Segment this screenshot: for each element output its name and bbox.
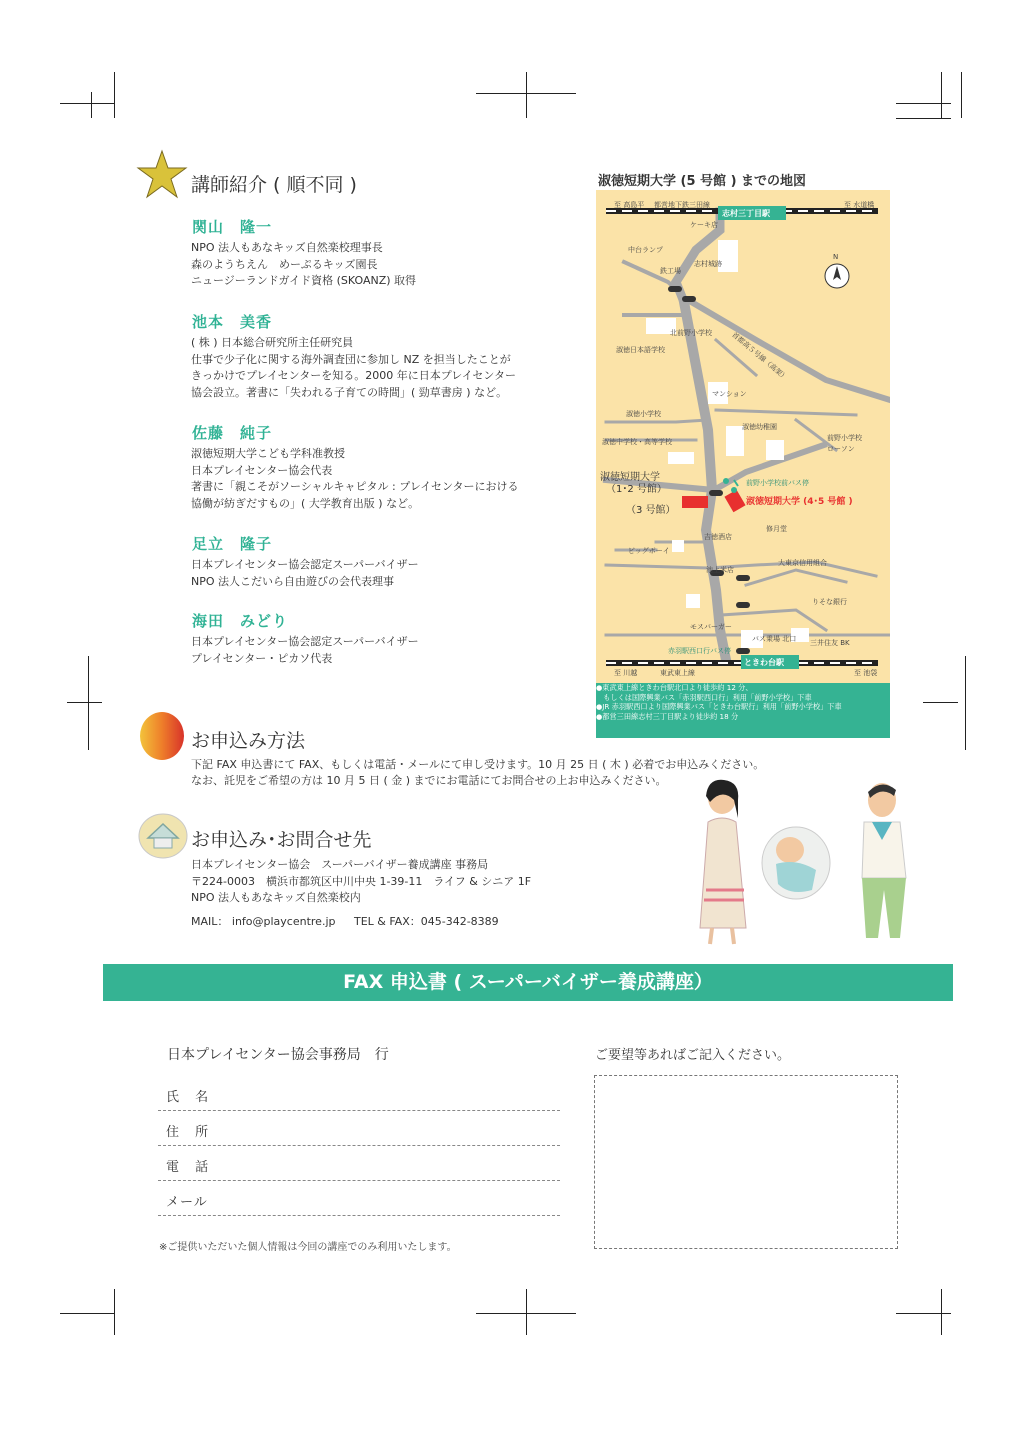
- lecturer-name: 関山 隆一: [192, 218, 273, 236]
- contact-mail[interactable]: MAIL： info@playcentre.jp: [191, 915, 336, 928]
- address-field[interactable]: [158, 1111, 560, 1146]
- family-illustration: [686, 778, 936, 950]
- map-title: 淑徳短期大学 (5 号館 ) までの地図: [598, 174, 807, 189]
- lecturers-section-title: 講師紹介 ( 順不同 ): [191, 174, 357, 196]
- contact-section-title: お申込み･お問合せ先: [191, 829, 372, 851]
- lecturer-name: 足立 隆子: [192, 535, 273, 553]
- remarks-label: ご要望等あればご記入ください。: [595, 1048, 791, 1063]
- lecturer-bio: 日本プレイセンター協会認定スーパーバイザー NPO 法人こだいら自由遊びの会代表理事: [191, 558, 419, 588]
- map-access-notes: ●東武東上線ときわ台駅北口より徒歩約 12 分、 もしくは国際興業バス「赤羽駅西口行」利用「前野小学校」下車 ●JR 赤羽駅西口より国際興業バス「ときわ台駅行」利用「前野小学校」下車 ●都営三田線志村三丁目駅より徒歩約 18 分: [596, 683, 842, 721]
- email-field-label: メール: [166, 1195, 208, 1210]
- lecturer-bio: 淑徳短期大学こども学科准教授 日本プレイセンター協会代表 著書に「親こそがソーシャルキャピタル : プレイセンターにおける 協働が紡ぎだすもの」( 大学教育出版 ) など。: [191, 447, 519, 510]
- lecturer-bio: NPO 法人もあなキッズ自然楽校理事長 森のようちえん めーぷるキッズ園長 ニュージーランドガイド資格 (SKOANZ) 取得: [191, 241, 417, 288]
- star-icon: [136, 149, 188, 201]
- lecturer-name: 海田 みどり: [192, 612, 289, 630]
- lecturer-bio: ( 株 ) 日本総合研究所主任研究員 仕事で少子化に関する海外調査団に参加し NZ を担当したことが きっかけでプレイセンターを知る。2000 年に日本プレイセンター 協会設立。著書に「失われる子育ての時間」( 勁草書房 ) など。: [191, 336, 516, 399]
- phone-field[interactable]: [158, 1146, 560, 1181]
- contact-address: 日本プレイセンター協会 スーパーバイザー養成講座 事務局 〒224-0003 横浜市都筑区中川中央 1-39-11 ライフ & シニア 1F NPO 法人もあなキッズ自然楽校内: [191, 858, 532, 904]
- house-icon: [138, 812, 188, 860]
- remarks-box[interactable]: [594, 1075, 898, 1249]
- name-field-label: 氏 名: [166, 1090, 215, 1105]
- lecturer-name: 佐藤 純子: [192, 424, 273, 442]
- email-field[interactable]: [158, 1181, 560, 1216]
- apply-instructions: 下記 FAX 申込書にて FAX、もしくは電話・メールにて申し受けます。10 月 25 日 ( 木 ) 必着でお申込みください。 なお、託児をご希望の方は 10 月 5 日 ( 金 ) までにお電話にてお問合せの上お申込みください。: [191, 758, 765, 787]
- map-north: N: [833, 253, 839, 261]
- phone-field-label: 電 話: [166, 1160, 215, 1175]
- address-field-label: 住 所: [166, 1125, 215, 1140]
- contact-tel-fax: TEL & FAX：045-342-8389: [354, 915, 499, 928]
- lecturer-bio: 日本プレイセンター協会認定スーパーバイザー プレイセンター・ピカソ代表: [191, 635, 419, 665]
- sun-icon: [138, 710, 186, 762]
- privacy-note: ※ご提供いただいた個人情報は今回の講座でのみ利用いたします。: [159, 1242, 457, 1253]
- fax-form-banner: [103, 964, 953, 1001]
- apply-section-title: お申込み方法: [191, 730, 306, 752]
- fax-addressee: 日本プレイセンター協会事務局 行: [167, 1047, 389, 1063]
- name-field[interactable]: [158, 1076, 560, 1111]
- access-map: 至 高島平 都営地下鉄三田線 志村三丁目駅 至 水道橋 ケーキ店 中台ランプ 鉄工場 志村城跡 N 北前野小学校 首都高５号線（高架） 淑徳日本語学校 マンション 淑徳小学校 淑徳幼稚園 淑徳中学校・高等学校 前野小学校 ローソン 前野小学校前バス停 淑徳短期大学 （1･2 号館） （3 号館） 淑徳短期大学 (4･5 号館 ) 修月堂 吉徳酒店 ビッグボーイ 大東京信用組合 池上米店 りそな銀行 モスバーガー バス乗場 北口 三井住友 BK 赤羽駅西口行バス停 ときわ台駅 至 川越 東武東上線 至 池袋: [596, 190, 890, 738]
- fax-form-title: FAX 申込書 ( スーパーバイザー養成講座）: [343, 971, 713, 993]
- lecturer-name: 池本 美香: [192, 313, 273, 331]
